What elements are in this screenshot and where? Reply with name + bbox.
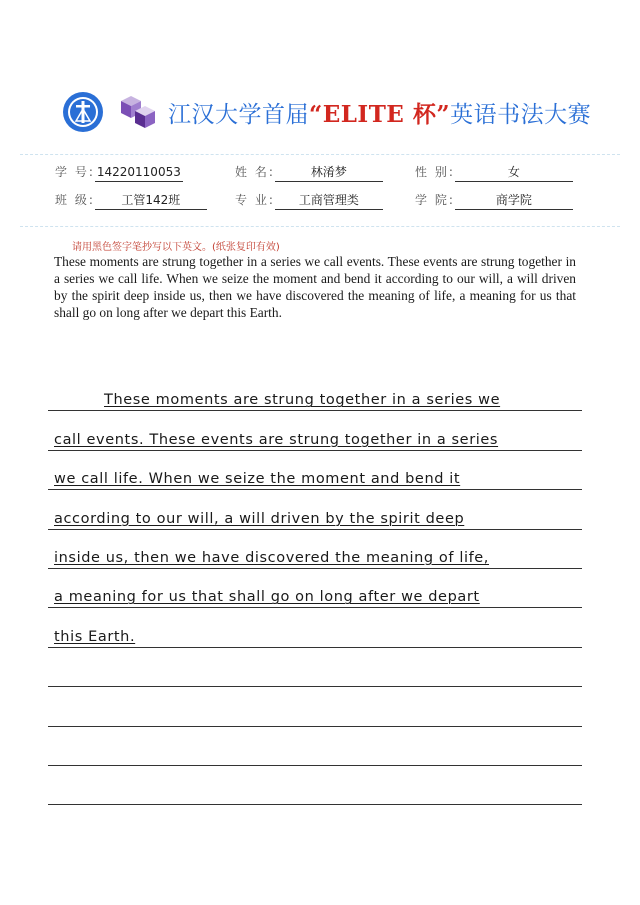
college-field <box>415 191 573 210</box>
title-suffix: 英语书法大赛 <box>450 102 592 128</box>
writing-line <box>48 372 582 411</box>
handwritten-text: according to our will, a will driven by the spirit deep <box>54 510 465 527</box>
name-field <box>235 163 383 182</box>
student-id-field <box>55 163 183 182</box>
major-label: 专 业: <box>235 193 275 207</box>
university-seal-icon <box>62 91 104 133</box>
gender-field <box>415 163 573 182</box>
title-elite: “ELITE 杯” <box>309 101 451 128</box>
contest-header <box>0 86 640 136</box>
info-row-1 <box>55 163 595 191</box>
handwritten-text: we call life. When we seize the moment and bend it <box>54 471 461 488</box>
contest-title <box>168 96 591 129</box>
class-label: 班 级: <box>55 193 95 207</box>
handwritten-text: These moments are strung together in a series we <box>104 392 501 409</box>
copy-instruction: 请用黑色签字笔抄写以下英文。(纸张复印有效) <box>72 242 280 253</box>
class-value: 工管142班 <box>95 192 207 210</box>
elite-cube-logo-icon <box>121 94 157 132</box>
writing-line <box>48 727 582 766</box>
class-field <box>55 191 207 210</box>
student-id-label: 学 号: <box>55 165 95 179</box>
name-label: 姓 名: <box>235 165 275 179</box>
writing-line <box>48 451 582 490</box>
gender-value: 女 <box>455 164 573 182</box>
student-id-value: 14220110053 <box>95 164 183 182</box>
writing-line <box>48 569 582 608</box>
writing-line <box>48 648 582 687</box>
handwritten-text: inside us, then we have discovered the meaning of life, <box>54 549 490 566</box>
writing-line <box>48 687 582 726</box>
middle-divider <box>20 226 620 227</box>
reference-passage: These moments are strung together in a series we call events. These events are strung together in a series we call life. When we seize the moment and bend it according to our will, a will driven by the spirit deep inside us, then we have discovered the meaning of life, a meaning for us that shall go on long after we depart this Earth. <box>54 254 576 320</box>
student-info-form <box>55 163 595 219</box>
title-prefix: 江汉大学首届 <box>168 102 309 128</box>
writing-line <box>48 411 582 450</box>
college-value: 商学院 <box>455 192 573 210</box>
handwritten-text: call events. These events are strung together in a series <box>54 431 499 448</box>
handwritten-text: a meaning for us that shall go on long after we depart <box>54 589 480 606</box>
major-value: 工商管理类 <box>275 192 383 210</box>
info-row-2 <box>55 191 595 219</box>
writing-line <box>48 490 582 529</box>
name-value: 林淆梦 <box>275 164 383 182</box>
handwriting-area <box>48 372 582 805</box>
major-field <box>235 191 383 210</box>
top-divider <box>20 154 620 155</box>
writing-line <box>48 766 582 805</box>
writing-line <box>48 608 582 647</box>
writing-line <box>48 530 582 569</box>
gender-label: 性 别: <box>415 165 455 179</box>
handwritten-text: this Earth. <box>54 628 136 645</box>
college-label: 学 院: <box>415 193 455 207</box>
